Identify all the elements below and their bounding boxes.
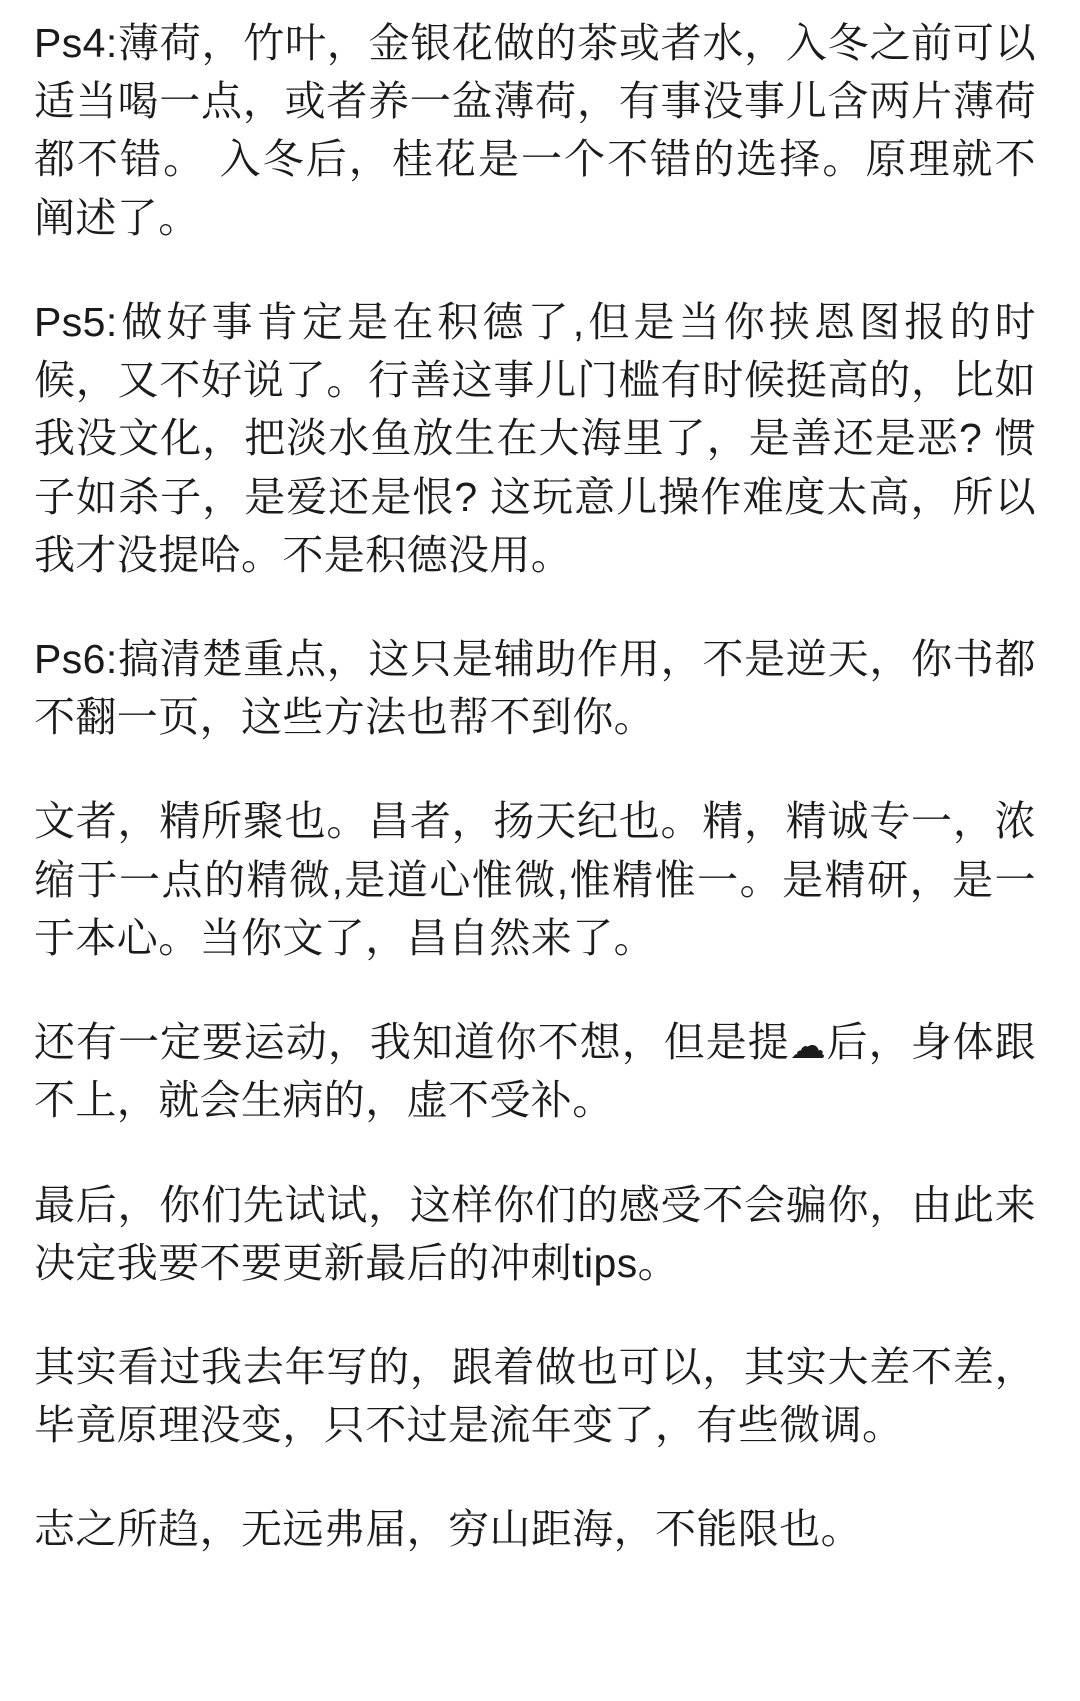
paragraph-qi-shi: 其实看过我去年写的，跟着做也可以，其实大差不差，毕竟原理没变，只不过是流年变了，有些微调。 [34, 1343, 1036, 1449]
paragraph-yun-dong-text-after: 后，身体跟不上，就会生病的，虚不受补。 [34, 1019, 1037, 1124]
paragraph-zui-hou: 最后，你们先试试，这样你们的感受不会骗你，由此来决定我要不要更新最后的冲刺tips。 [34, 1181, 1036, 1286]
paragraph-ps6: Ps6:搞清楚重点，这只是辅助作用，不是逆天，你书都不翻一页，这些方法也帮不到你。 [34, 635, 1036, 741]
cloud-icon: ☁ [789, 1025, 827, 1067]
paragraph-zhi-zhi: 志之所趋，无远弗届，穷山距海，不能限也。 [34, 1506, 862, 1553]
paragraph-ps4: Ps4:薄荷，竹叶，金银花做的茶或者水，入冬之前可以适当喝一点，或者养一盆薄荷，有事没事儿含两片薄荷都不错。 入冬后，桂花是一个不错的选择。原理就不阐述了。 [34, 20, 1036, 241]
paragraph-yun-dong [34, 1013, 1036, 1129]
paragraph-wen-zhe: 文者，精所聚也。昌者，扬天纪也。精，精诚专一，浓缩于一点的精微,是道心惟微,惟精惟一。是精研，是一于本心。当你文了，昌自然来了。 [34, 798, 1036, 961]
paragraph-yun-dong-text-before: 还有一定要运动，我知道你不想，但是提 [34, 1019, 790, 1066]
paragraph-ps5: Ps5:做好事肯定是在积德了,但是当你挟恩图报的时候，又不好说了。行善这事儿门槛有时候挺高的，比如我没文化，把淡水鱼放生在大海里了，是善还是恶? 惯子如杀子，是爱还是恨? 这玩意儿操作难度太高，所以我才没提哈。不是积德没用。 [34, 298, 1036, 578]
